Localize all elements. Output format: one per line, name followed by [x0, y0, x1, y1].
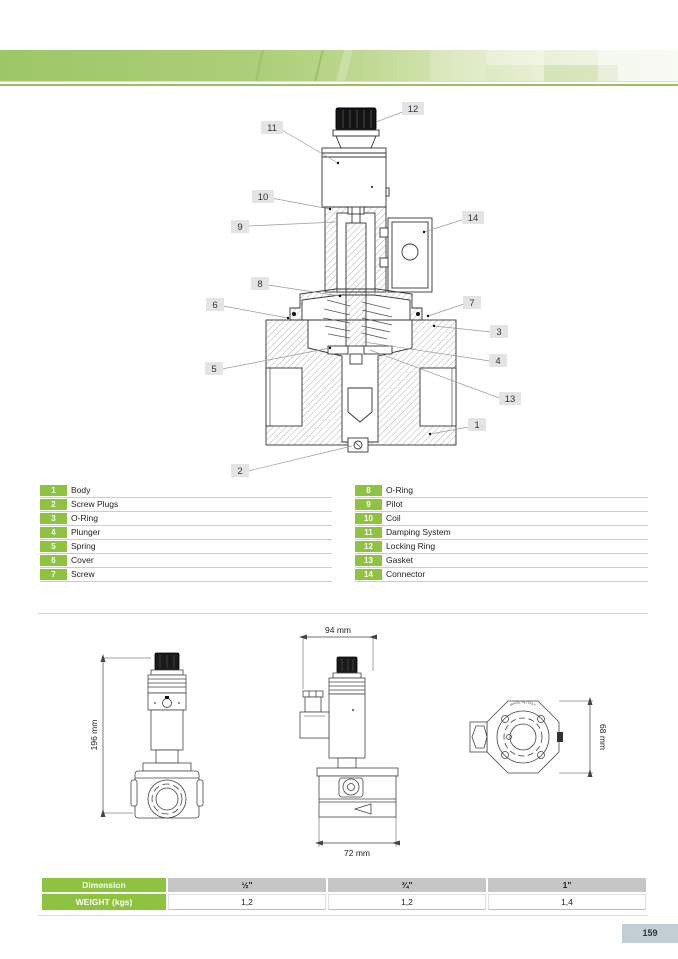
- weight-table-data-row: [42, 894, 646, 910]
- weight-table-bottom-rule: [38, 915, 648, 916]
- part-number: 12: [355, 541, 382, 552]
- part-label: O-Ring: [386, 485, 413, 495]
- part-number: 7: [40, 569, 67, 580]
- weight-table-header-row: [42, 878, 646, 892]
- part-label: Pilot: [386, 499, 403, 509]
- callout-14: 14: [467, 213, 479, 224]
- section-divider: [38, 613, 648, 614]
- weight-table-header-one-inch: 1": [488, 878, 646, 892]
- callout-2: 2: [237, 466, 243, 477]
- part-row: [40, 498, 332, 512]
- part-row: [355, 484, 648, 498]
- callout-3: 3: [496, 327, 502, 338]
- part-row: [355, 540, 648, 554]
- dim-front-height: 196 mm: [89, 719, 99, 751]
- callout-11: 11: [267, 123, 277, 134]
- part-label: Damping System: [386, 527, 451, 537]
- callout-13: 13: [504, 394, 516, 405]
- weight-value-threequarter-inch: 1,2: [328, 894, 486, 910]
- callout-7: 7: [469, 298, 475, 309]
- part-label: Screw: [71, 569, 95, 579]
- part-row: [40, 568, 332, 582]
- part-number: 10: [355, 513, 382, 524]
- weight-table-header-threequarter-inch: ¾": [328, 878, 486, 892]
- top-view: [470, 701, 593, 773]
- part-number: 14: [355, 569, 382, 580]
- part-row: [355, 512, 648, 526]
- weight-table-header-dimension: Dimension: [42, 878, 166, 892]
- valve-cross-section-diagram: [190, 90, 530, 485]
- callout-6: 6: [212, 300, 218, 311]
- part-row: [355, 568, 648, 582]
- part-label: Connector: [386, 569, 426, 579]
- dimensional-drawings: [85, 615, 630, 865]
- part-label: Body: [71, 485, 91, 495]
- part-number: 6: [40, 555, 67, 566]
- dim-top-view-height: 68 mm: [598, 724, 608, 750]
- part-number: 3: [40, 513, 67, 524]
- callout-9: 9: [237, 222, 243, 233]
- weight-value-half-inch: 1,2: [168, 894, 326, 910]
- part-row: [355, 498, 648, 512]
- weight-value-one-inch: 1,4: [488, 894, 646, 910]
- parts-list-right: [355, 484, 648, 582]
- made-in-italy-stamp: MADE IN ITALY: [509, 700, 537, 708]
- part-number: 8: [355, 485, 382, 496]
- part-label: O-Ring: [71, 513, 98, 523]
- page-number-badge: 159: [622, 924, 678, 943]
- callout-5: 5: [211, 364, 217, 375]
- part-label: Plunger: [71, 527, 101, 537]
- callout-1: 1: [474, 420, 480, 431]
- callout-12: 12: [407, 104, 419, 115]
- part-row: [40, 540, 332, 554]
- part-number: 4: [40, 527, 67, 538]
- header-band: [0, 50, 678, 81]
- part-label: Locking Ring: [386, 541, 436, 551]
- header-green-rule: [0, 84, 678, 86]
- part-number: 5: [40, 541, 67, 552]
- part-label: Screw Plugs: [71, 499, 119, 509]
- part-label: Spring: [71, 541, 96, 551]
- callout-10: 10: [257, 192, 269, 203]
- weight-table: [40, 876, 648, 912]
- part-number: 13: [355, 555, 382, 566]
- dim-side-bottom-width: 72 mm: [344, 848, 370, 858]
- part-number: 1: [40, 485, 67, 496]
- parts-list-left: [40, 484, 332, 582]
- part-row: [40, 554, 332, 568]
- part-label: Cover: [71, 555, 94, 565]
- callout-8: 8: [257, 279, 263, 290]
- part-number: 2: [40, 499, 67, 510]
- part-row: [40, 512, 332, 526]
- weight-table-header-half-inch: ½": [168, 878, 326, 892]
- part-label: Gasket: [386, 555, 413, 565]
- part-row: [355, 526, 648, 540]
- dim-side-top-width: 94 mm: [325, 625, 351, 635]
- side-view: [300, 637, 398, 847]
- part-row: [40, 484, 332, 498]
- part-number: 9: [355, 499, 382, 510]
- header-thin-line: [0, 81, 678, 82]
- part-row: [355, 554, 648, 568]
- part-row: [40, 526, 332, 540]
- front-view: [103, 653, 203, 818]
- weight-row-label: WEIGHT (kgs): [42, 894, 166, 910]
- callout-4: 4: [495, 356, 501, 367]
- part-number: 11: [355, 527, 382, 538]
- part-label: Coil: [386, 513, 401, 523]
